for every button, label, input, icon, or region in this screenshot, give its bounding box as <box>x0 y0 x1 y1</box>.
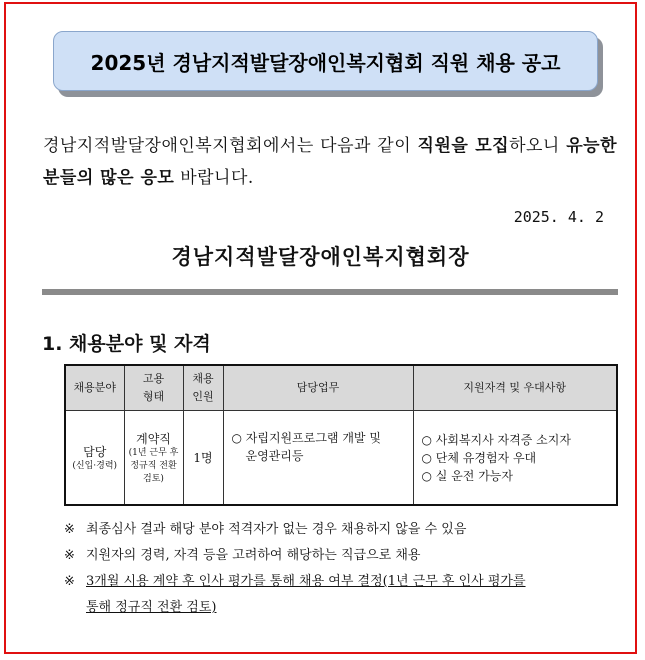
cell-count: 1명 <box>183 411 223 506</box>
cell-employment: 계약직 (1년 근무 후 정규직 전환 검토) <box>124 411 183 506</box>
intro-bold-1: 직원을 모집 <box>417 136 510 156</box>
intro-bold-2: 유능한 분들의 많은 응모 <box>43 136 618 188</box>
intro-text-3: 바랍니다. <box>174 168 254 188</box>
recruitment-table <box>64 364 618 506</box>
note-item <box>64 517 624 543</box>
note-mark: ※ <box>64 522 75 537</box>
qualification-item: ○ 사회복지사 자격증 소지자 <box>421 432 571 447</box>
duty-line-2: 운영관리등 <box>245 449 304 463</box>
intro-text-2: 하오니 <box>509 136 567 156</box>
table-header-row <box>65 365 617 411</box>
note-mark: ※ <box>64 574 75 589</box>
intro-paragraph <box>43 130 617 194</box>
section-title: 1. 채용분야 및 자격 <box>42 333 211 355</box>
divider-rule <box>42 289 618 295</box>
header-duties: 담당업무 <box>223 365 413 411</box>
announcement-date: 2025. 4. 2 <box>513 208 604 226</box>
cell-qualifications <box>413 411 617 506</box>
header-qualifications: 지원자격 및 우대사항 <box>413 365 617 411</box>
header-employment: 고용 형태 <box>124 365 183 411</box>
cell-employment-sub: (1년 근무 후 정규직 전환 검토) <box>128 447 179 484</box>
note-text: 3개월 시용 계약 후 인사 평가를 통해 채용 여부 결정(1년 근무 후 인사 평가를 <box>86 574 526 589</box>
note-text: 최종심사 결과 해당 분야 적격자가 없는 경우 채용하지 않을 수 있음 <box>86 522 467 537</box>
cell-duties <box>223 411 413 506</box>
header-field: 채용분야 <box>65 365 124 411</box>
note-mark: ※ <box>64 548 75 563</box>
cell-field: 담당 (신입·경력) <box>65 411 124 506</box>
note-text: 지원자의 경력, 자격 등을 고려하여 해당하는 직급으로 채용 <box>86 548 421 563</box>
note-continuation <box>64 595 624 621</box>
notes-list <box>64 517 624 621</box>
header-count: 채용 인원 <box>183 365 223 411</box>
duty-line-1: ○ 자립지원프로그램 개발 및 <box>231 431 381 445</box>
note-item <box>64 543 624 569</box>
qualification-item: ○ 실 운전 가능자 <box>421 468 513 483</box>
qualification-item: ○ 단체 유경험자 우대 <box>421 450 537 465</box>
document-page <box>4 2 637 654</box>
note-text: 통해 정규직 전환 검토) <box>86 600 217 615</box>
organization-name: 경남지적발달장애인복지협회장 <box>171 244 470 269</box>
intro-text-1: 경남지적발달장애인복지협회에서는 다음과 같이 <box>43 136 418 156</box>
announcement-title: 2025년 경남지적발달장애인복지협회 직원 채용 공고 <box>53 31 598 91</box>
cell-field-sub: (신입·경력) <box>72 460 118 471</box>
table-row <box>65 411 617 506</box>
note-item <box>64 569 624 595</box>
